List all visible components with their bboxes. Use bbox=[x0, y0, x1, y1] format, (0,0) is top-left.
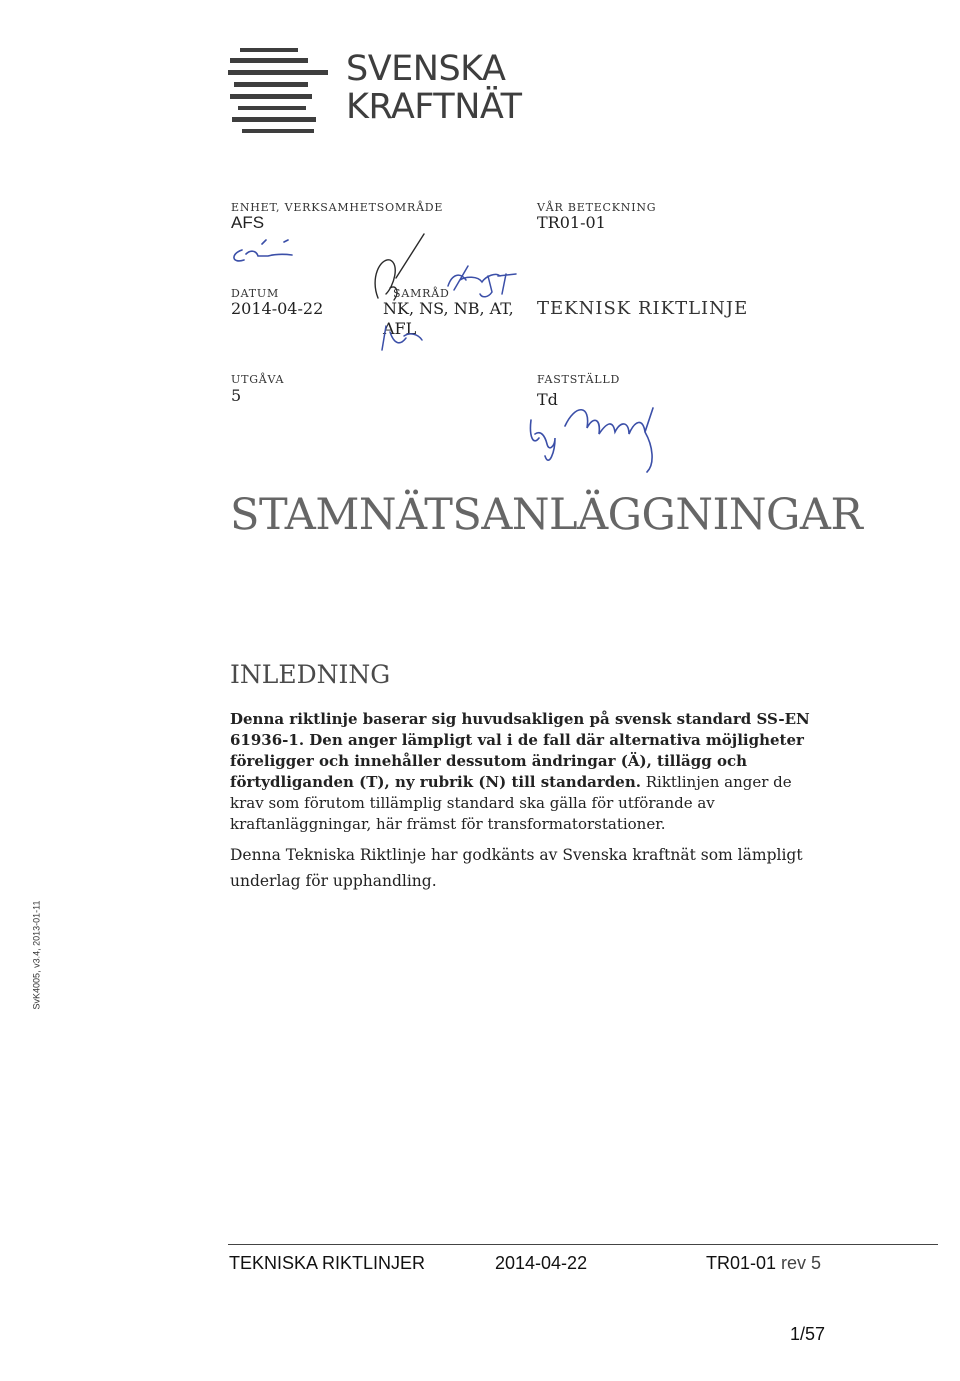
unit-label: ENHET, VERKSAMHETSOMRÅDE bbox=[231, 201, 444, 214]
logo-stripes-icon bbox=[228, 44, 340, 152]
form-version-code: SvK4005, v3.4, 2013-01-11 bbox=[31, 900, 42, 1010]
page-number: 1/57 bbox=[790, 1324, 826, 1344]
logo-text-svenska: SVENSKA bbox=[346, 49, 506, 89]
consultation-value-line2: AFL bbox=[383, 319, 417, 338]
footer-series: TEKNISKA RIKTLINJER bbox=[229, 1253, 426, 1273]
svenska-kraftnat-logo bbox=[228, 44, 522, 154]
approval-paragraph: Denna Tekniska Riktlinje har godkänts av Svenska kraftnät som lämpligt underlag för upphandling. bbox=[230, 846, 803, 890]
introduction-bold-text: Denna riktlinje baserar sig huvudsakligen på svensk standard SS-EN 61936-1. Den anger lämpligt val i de fall där alternativa möjligheter föreligger och innehåller dessutom ändringar (Ä), tillägg och förtydliganden (T), ny rubrik (N) till standarden. bbox=[230, 710, 810, 791]
reference-value: TR01-01 bbox=[537, 213, 606, 232]
edition-label: UTGÅVA bbox=[231, 373, 285, 386]
introduction-regular-text: Riktlinjen anger de krav som förutom tillämplig standard ska gälla för utförande av kraftanläggningar, här främst för transformatorstationer. bbox=[230, 773, 792, 833]
footer-revision: rev 5 bbox=[781, 1253, 822, 1273]
document-title: STAMNÄTSANLÄGGNINGAR bbox=[230, 490, 863, 540]
footer-doc-number: TR01-01 bbox=[706, 1253, 777, 1273]
reference-label: VÅR BETECKNING bbox=[537, 201, 657, 214]
approved-label: FASTSTÄLLD bbox=[537, 373, 621, 386]
approval-signature bbox=[525, 386, 675, 476]
footer-document-id bbox=[706, 1253, 821, 1274]
footer-date: 2014-04-22 bbox=[495, 1253, 588, 1273]
consultation-signatures bbox=[360, 228, 530, 368]
unit-value: AFS bbox=[231, 213, 265, 232]
edition-value: 5 bbox=[231, 386, 242, 405]
footer-divider bbox=[228, 1244, 938, 1245]
consultation-value-line1: NK, NS, NB, AT, bbox=[383, 299, 514, 318]
date-label: DATUM bbox=[231, 287, 280, 300]
introduction-paragraph bbox=[230, 709, 820, 835]
document-type: TEKNISK RIKTLINJE bbox=[537, 298, 749, 319]
initials-signature bbox=[228, 228, 318, 268]
logo-text-kraftnat: KRAFTNÄT bbox=[346, 87, 522, 127]
introduction-heading: INLEDNING bbox=[230, 660, 391, 689]
date-value: 2014-04-22 bbox=[231, 299, 324, 318]
consultation-label: SAMRÅD bbox=[393, 287, 450, 300]
approved-value: Td bbox=[537, 390, 558, 409]
